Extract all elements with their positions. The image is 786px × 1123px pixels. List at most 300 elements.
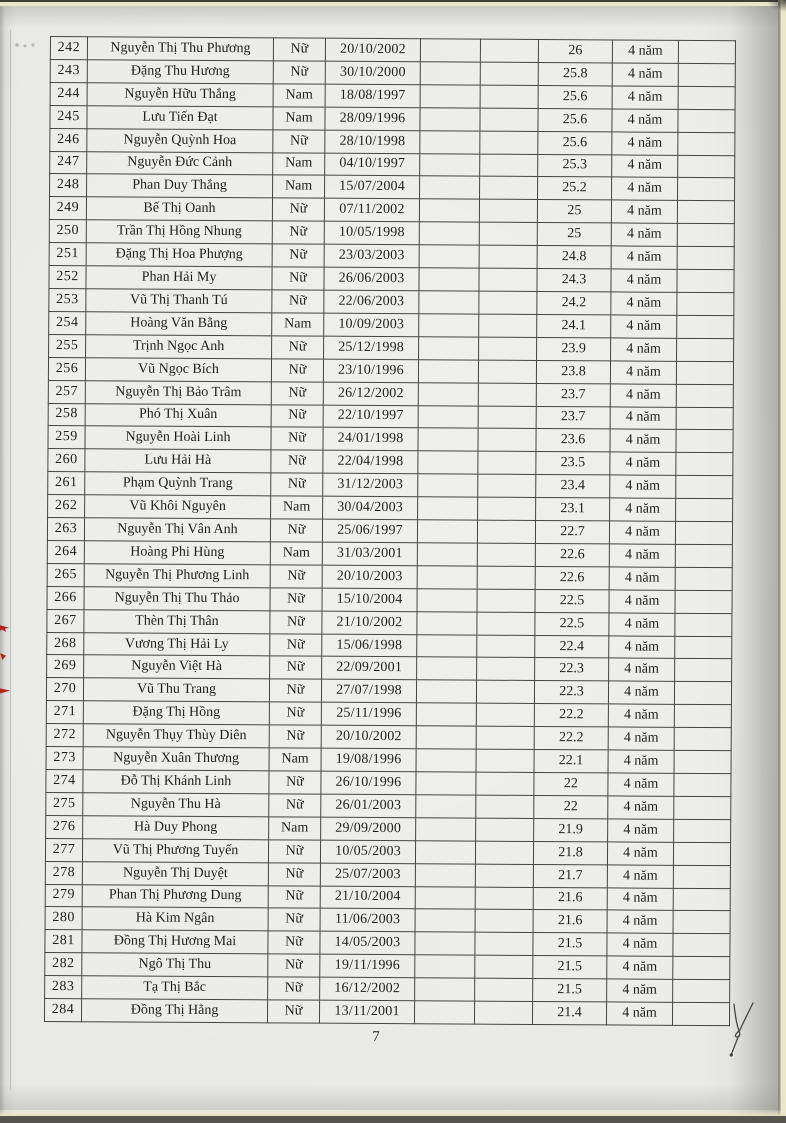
blank-cell [676, 384, 733, 407]
duration-cell: 4 năm [608, 727, 674, 750]
gender-cell: Nữ [268, 862, 320, 885]
scan-edge-left [0, 0, 14, 1123]
duration-cell: 4 năm [612, 132, 678, 155]
blank-cell [478, 383, 536, 406]
blank-cell [677, 292, 734, 315]
blank-cell [678, 132, 735, 155]
blank-cell [675, 659, 732, 682]
pen-squiggle-mark [702, 998, 760, 1062]
dob-cell: 28/10/1998 [325, 130, 420, 153]
score-cell: 21.9 [534, 818, 608, 841]
blank-cell [476, 703, 534, 726]
name-cell: Nguyễn Xuân Thương [83, 747, 269, 771]
blank-cell [416, 680, 476, 703]
blank-cell [475, 955, 533, 978]
duration-cell: 4 năm [608, 750, 674, 773]
blank-cell [677, 315, 734, 338]
blank-cell [479, 268, 537, 291]
score-cell: 21.5 [533, 933, 607, 956]
gender-cell: Nữ [271, 427, 323, 450]
gender-cell: Nữ [270, 519, 322, 542]
gender-cell: Nam [270, 542, 322, 565]
name-cell: Vũ Thu Trang [83, 678, 269, 702]
no-cell: 257 [48, 380, 85, 403]
dob-cell: 21/10/2002 [322, 611, 417, 634]
blank-cell [417, 543, 477, 566]
gender-cell: Nam [273, 175, 325, 198]
blank-cell [417, 589, 477, 612]
dob-cell: 27/07/1998 [321, 680, 416, 703]
blank-cell [416, 726, 476, 749]
blank-cell [674, 705, 731, 728]
duration-cell: 4 năm [612, 63, 678, 86]
name-cell: Vương Thị Hải Ly [84, 632, 270, 656]
blank-cell [419, 199, 479, 222]
gender-cell: Nữ [269, 679, 321, 702]
score-cell: 25.8 [538, 62, 612, 85]
blank-cell [418, 359, 478, 382]
blank-cell [417, 566, 477, 589]
score-cell: 25.6 [538, 131, 612, 154]
gender-cell: Nam [271, 496, 323, 519]
dob-cell: 18/08/1997 [325, 84, 420, 107]
blank-cell [676, 453, 733, 476]
score-cell: 22.6 [535, 543, 609, 566]
score-cell: 21.6 [533, 910, 607, 933]
blank-cell [475, 841, 533, 864]
blank-cell [418, 497, 478, 520]
score-cell: 21.4 [532, 1002, 606, 1025]
blank-cell [417, 634, 477, 657]
name-cell: Hoàng Văn Bằng [86, 312, 272, 336]
dob-cell: 28/09/1996 [325, 107, 420, 130]
duration-cell: 4 năm [611, 292, 677, 315]
no-cell: 261 [48, 472, 85, 495]
name-cell: Nguyễn Quỳnh Hoa [87, 128, 273, 152]
name-cell: Nguyễn Thị Thu Thảo [84, 586, 270, 610]
dob-cell: 26/06/2003 [324, 267, 419, 290]
dob-cell: 19/08/1996 [321, 748, 416, 771]
blank-cell [416, 772, 476, 795]
blank-cell [415, 909, 475, 932]
scan-shadow-top [0, 6, 786, 28]
dob-cell: 26/10/1996 [321, 771, 416, 794]
score-cell: 23.5 [536, 452, 610, 475]
scan-edge-top [0, 0, 786, 6]
blank-cell [674, 819, 731, 842]
dob-cell: 07/11/2002 [324, 199, 419, 222]
no-cell: 278 [45, 861, 82, 884]
gender-cell: Nữ [273, 38, 325, 61]
blank-cell [676, 361, 733, 384]
pencil-marks [14, 43, 36, 48]
blank-cell [476, 818, 534, 841]
no-cell: 264 [47, 540, 84, 563]
no-cell: 281 [45, 930, 82, 953]
no-cell: 272 [46, 724, 83, 747]
name-cell: Đồng Thị Hương Mai [82, 930, 268, 954]
blank-cell [480, 177, 538, 200]
blank-cell [676, 498, 733, 521]
blank-cell [480, 85, 538, 108]
name-cell: Nguyễn Thị Duyệt [82, 861, 268, 885]
score-cell: 25.6 [538, 85, 612, 108]
dob-cell: 23/10/1996 [323, 359, 418, 382]
blank-cell [417, 657, 477, 680]
blank-cell [678, 63, 735, 86]
scan-corner-shadow [760, 0, 786, 16]
gender-cell: Nữ [273, 129, 325, 152]
name-cell: Hà Kim Ngân [82, 907, 268, 931]
name-cell: Ngô Thị Thu [82, 953, 268, 977]
no-cell: 273 [46, 747, 83, 770]
no-cell: 283 [45, 976, 82, 999]
duration-cell: 4 năm [607, 842, 673, 865]
duration-cell: 4 năm [611, 338, 677, 361]
duration-cell: 4 năm [608, 773, 674, 796]
name-cell: Nguyễn Thị Phương Linh [84, 564, 270, 588]
blank-cell [475, 864, 533, 887]
score-cell: 23.9 [537, 337, 611, 360]
duration-cell: 4 năm [607, 933, 673, 956]
dob-cell: 20/10/2002 [325, 38, 420, 61]
no-cell: 250 [49, 220, 86, 243]
duration-cell: 4 năm [610, 361, 676, 384]
duration-cell: 4 năm [609, 590, 675, 613]
duration-cell: 4 năm [608, 796, 674, 819]
gender-cell: Nam [273, 152, 325, 175]
blank-cell [414, 1001, 474, 1024]
no-cell: 269 [47, 655, 84, 678]
duration-cell: 4 năm [609, 635, 675, 658]
name-cell: Vũ Thị Thanh Tú [86, 289, 272, 313]
name-cell: Đặng Thị Hồng [83, 701, 269, 725]
blank-cell [479, 291, 537, 314]
blank-cell [674, 728, 731, 751]
name-cell: Bế Thị Oanh [86, 197, 272, 221]
duration-cell: 4 năm [608, 704, 674, 727]
duration-cell: 4 năm [610, 452, 676, 475]
score-cell: 21.5 [533, 979, 607, 1002]
gender-cell: Nam [273, 84, 325, 107]
gender-cell: Nữ [271, 404, 323, 427]
blank-cell [673, 865, 730, 888]
no-cell: 254 [49, 311, 86, 334]
blank-cell [419, 291, 479, 314]
no-cell: 277 [45, 838, 82, 861]
blank-cell [480, 39, 538, 62]
blank-cell [676, 430, 733, 453]
dob-cell: 11/06/2003 [320, 909, 415, 932]
blank-cell [475, 910, 533, 933]
blank-cell [476, 772, 534, 795]
blank-cell [476, 749, 534, 772]
blank-cell [674, 773, 731, 796]
name-cell: Đỗ Thị Khánh Linh [83, 770, 269, 794]
duration-cell: 4 năm [606, 1002, 672, 1025]
blank-cell [420, 176, 480, 199]
dob-cell: 31/03/2001 [322, 542, 417, 565]
duration-cell: 4 năm [610, 406, 676, 429]
gender-cell: Nữ [270, 633, 322, 656]
dob-cell: 22/10/1997 [323, 405, 418, 428]
no-cell: 270 [46, 678, 83, 701]
name-cell: Tạ Thị Bắc [82, 976, 268, 1000]
duration-cell: 4 năm [611, 200, 677, 223]
no-cell: 280 [45, 907, 82, 930]
blank-cell [477, 658, 535, 681]
no-cell: 259 [48, 426, 85, 449]
blank-cell [417, 520, 477, 543]
duration-cell: 4 năm [607, 887, 673, 910]
blank-cell [673, 957, 730, 980]
no-cell: 248 [50, 174, 87, 197]
score-cell: 21.6 [533, 887, 607, 910]
blank-cell [478, 429, 536, 452]
blank-cell [678, 155, 735, 178]
blank-cell [478, 406, 536, 429]
no-cell: 265 [47, 563, 84, 586]
gender-cell: Nữ [267, 1000, 319, 1023]
table-body [44, 37, 735, 1026]
dob-cell: 19/11/1996 [320, 954, 415, 977]
gender-cell: Nữ [269, 771, 321, 794]
duration-cell: 4 năm [608, 681, 674, 704]
gender-cell: Nữ [268, 977, 320, 1000]
blank-cell [674, 682, 731, 705]
name-cell: Trịnh Ngọc Anh [86, 335, 272, 359]
gender-cell: Nam [269, 748, 321, 771]
duration-cell: 4 năm [612, 109, 678, 132]
blank-cell [477, 543, 535, 566]
blank-cell [479, 314, 537, 337]
scan-shadow-right [730, 0, 778, 1123]
name-cell: Nguyễn Đức Cảnh [87, 151, 273, 175]
score-cell: 21.7 [533, 864, 607, 887]
gender-cell: Nữ [272, 221, 324, 244]
no-cell: 253 [49, 288, 86, 311]
blank-cell [673, 842, 730, 865]
name-cell: Phan Thị Phương Dung [82, 884, 268, 908]
blank-cell [416, 749, 476, 772]
no-cell: 268 [47, 632, 84, 655]
no-cell: 284 [44, 999, 81, 1022]
duration-cell: 4 năm [607, 979, 673, 1002]
blank-cell [675, 613, 732, 636]
duration-cell: 4 năm [612, 154, 678, 177]
gender-cell: Nữ [270, 588, 322, 611]
dob-cell: 22/04/1998 [323, 450, 418, 473]
duration-cell: 4 năm [611, 269, 677, 292]
blank-cell [477, 589, 535, 612]
gender-cell: Nam [269, 817, 321, 840]
gender-cell: Nữ [269, 794, 321, 817]
duration-cell: 4 năm [610, 475, 676, 498]
dob-cell: 13/11/2001 [319, 1000, 414, 1024]
no-cell: 243 [50, 59, 87, 82]
blank-cell [419, 245, 479, 268]
blank-cell [675, 544, 732, 567]
score-cell: 25 [537, 200, 611, 223]
duration-cell: 4 năm [610, 429, 676, 452]
dob-cell: 16/12/2002 [320, 977, 415, 1000]
gender-cell: Nữ [271, 381, 323, 404]
duration-cell: 4 năm [609, 544, 675, 567]
dob-cell: 25/12/1998 [324, 336, 419, 359]
dob-cell: 25/06/1997 [322, 519, 417, 542]
no-cell: 244 [50, 82, 87, 105]
name-cell: Trần Thị Hồng Nhung [86, 220, 272, 244]
score-cell: 25.6 [538, 108, 612, 131]
name-cell: Lưu Hải Hà [85, 449, 271, 473]
blank-cell [477, 566, 535, 589]
blank-cell [675, 521, 732, 544]
score-cell: 24.2 [537, 291, 611, 314]
no-cell: 271 [46, 701, 83, 724]
blank-cell [677, 201, 734, 224]
duration-cell: 4 năm [611, 315, 677, 338]
name-cell: Nguyễn Thị Thu Phương [87, 37, 273, 61]
blank-cell [418, 451, 478, 474]
blank-cell [419, 314, 479, 337]
name-cell: Phó Thị Xuân [85, 403, 271, 427]
name-cell: Lưu Tiến Đạt [87, 105, 273, 129]
name-cell: Đặng Thị Hoa Phượng [86, 243, 272, 267]
scan-edge-bottom [0, 1116, 786, 1123]
gender-cell: Nữ [272, 267, 324, 290]
gender-cell: Nữ [269, 725, 321, 748]
duration-cell: 4 năm [609, 567, 675, 590]
name-cell: Nguyễn Thị Bảo Trâm [85, 380, 271, 404]
no-cell: 258 [48, 403, 85, 426]
name-cell: Đồng Thị Hằng [81, 999, 267, 1023]
no-cell: 263 [47, 518, 84, 541]
blank-cell [675, 636, 732, 659]
dob-cell: 15/07/2004 [325, 176, 420, 199]
dob-cell: 14/05/2003 [320, 932, 415, 955]
dob-cell: 24/01/1998 [323, 428, 418, 451]
name-cell: Thèn Thị Thân [84, 609, 270, 633]
name-cell: Nguyễn Thị Vân Anh [84, 518, 270, 542]
blank-cell [416, 703, 476, 726]
table-row [44, 999, 729, 1026]
score-cell: 22.2 [534, 704, 608, 727]
score-cell: 22.3 [535, 658, 609, 681]
no-cell: 282 [45, 953, 82, 976]
gender-cell: Nữ [268, 885, 320, 908]
gender-cell: Nữ [269, 702, 321, 725]
name-cell: Phan Hải My [86, 266, 272, 290]
blank-cell [678, 178, 735, 201]
no-cell: 267 [47, 609, 84, 632]
blank-cell [474, 1001, 532, 1024]
blank-cell [480, 154, 538, 177]
gender-cell: Nữ [268, 840, 320, 863]
no-cell: 256 [48, 357, 85, 380]
gender-cell: Nữ [268, 954, 320, 977]
duration-cell: 4 năm [607, 956, 673, 979]
dob-cell: 25/07/2003 [320, 863, 415, 886]
gender-cell: Nữ [272, 336, 324, 359]
blank-cell [673, 934, 730, 957]
blank-cell [419, 337, 479, 360]
blank-cell [420, 62, 480, 85]
gender-cell: Nữ [270, 656, 322, 679]
blank-cell [478, 497, 536, 520]
blank-cell [420, 39, 480, 62]
name-cell: Nguyễn Hữu Thắng [87, 83, 273, 107]
duration-cell: 4 năm [607, 865, 673, 888]
dob-cell: 29/09/2000 [321, 817, 416, 840]
no-cell: 275 [46, 792, 83, 815]
blank-cell [674, 796, 731, 819]
dob-cell: 25/11/1996 [321, 702, 416, 725]
no-cell: 279 [45, 884, 82, 907]
no-cell: 262 [48, 495, 85, 518]
no-cell: 260 [48, 449, 85, 472]
gender-cell: Nữ [272, 198, 324, 221]
duration-cell: 4 năm [609, 613, 675, 636]
blank-cell [479, 222, 537, 245]
name-cell: Nguyễn Thu Hà [83, 793, 269, 817]
duration-cell: 4 năm [610, 384, 676, 407]
duration-cell: 4 năm [610, 498, 676, 521]
gender-cell: Nữ [271, 359, 323, 382]
name-cell: Nguyễn Thụy Thùy Diên [83, 724, 269, 748]
score-cell: 23.6 [536, 429, 610, 452]
dob-cell: 22/06/2003 [324, 290, 419, 313]
no-cell: 249 [49, 197, 86, 220]
dob-cell: 31/12/2003 [323, 473, 418, 496]
blank-cell [418, 474, 478, 497]
score-cell: 23.1 [536, 498, 610, 521]
no-cell: 247 [50, 151, 87, 174]
blank-cell [420, 107, 480, 130]
score-cell: 22.7 [535, 521, 609, 544]
scan-edge-right [778, 0, 786, 1123]
duration-cell: 4 năm [609, 521, 675, 544]
duration-cell: 4 năm [609, 658, 675, 681]
name-cell: Vũ Khôi Nguyên [85, 495, 271, 519]
dob-cell: 10/05/1998 [324, 221, 419, 244]
blank-cell [420, 85, 480, 108]
name-cell: Vũ Thị Phương Tuyến [82, 838, 268, 862]
blank-cell [415, 863, 475, 886]
student-roster-table [44, 36, 736, 1026]
blank-cell [476, 680, 534, 703]
blank-cell [480, 108, 538, 131]
blank-cell [416, 795, 476, 818]
blank-cell [419, 268, 479, 291]
dob-cell: 23/03/2003 [324, 244, 419, 267]
blank-cell [415, 886, 475, 909]
gender-cell: Nữ [268, 931, 320, 954]
dob-cell: 30/04/2003 [323, 496, 418, 519]
name-cell: Nguyễn Hoài Linh [85, 426, 271, 450]
score-cell: 25.2 [538, 177, 612, 200]
blank-cell [677, 246, 734, 269]
duration-cell: 4 năm [612, 177, 678, 200]
blank-cell [676, 476, 733, 499]
score-cell: 23.8 [536, 360, 610, 383]
blank-cell [477, 635, 535, 658]
score-cell: 24.3 [537, 269, 611, 292]
dob-cell: 26/01/2003 [321, 794, 416, 817]
score-cell: 26 [538, 39, 612, 62]
dob-cell: 30/10/2000 [325, 61, 420, 84]
no-cell: 252 [49, 266, 86, 289]
blank-cell [475, 978, 533, 1001]
